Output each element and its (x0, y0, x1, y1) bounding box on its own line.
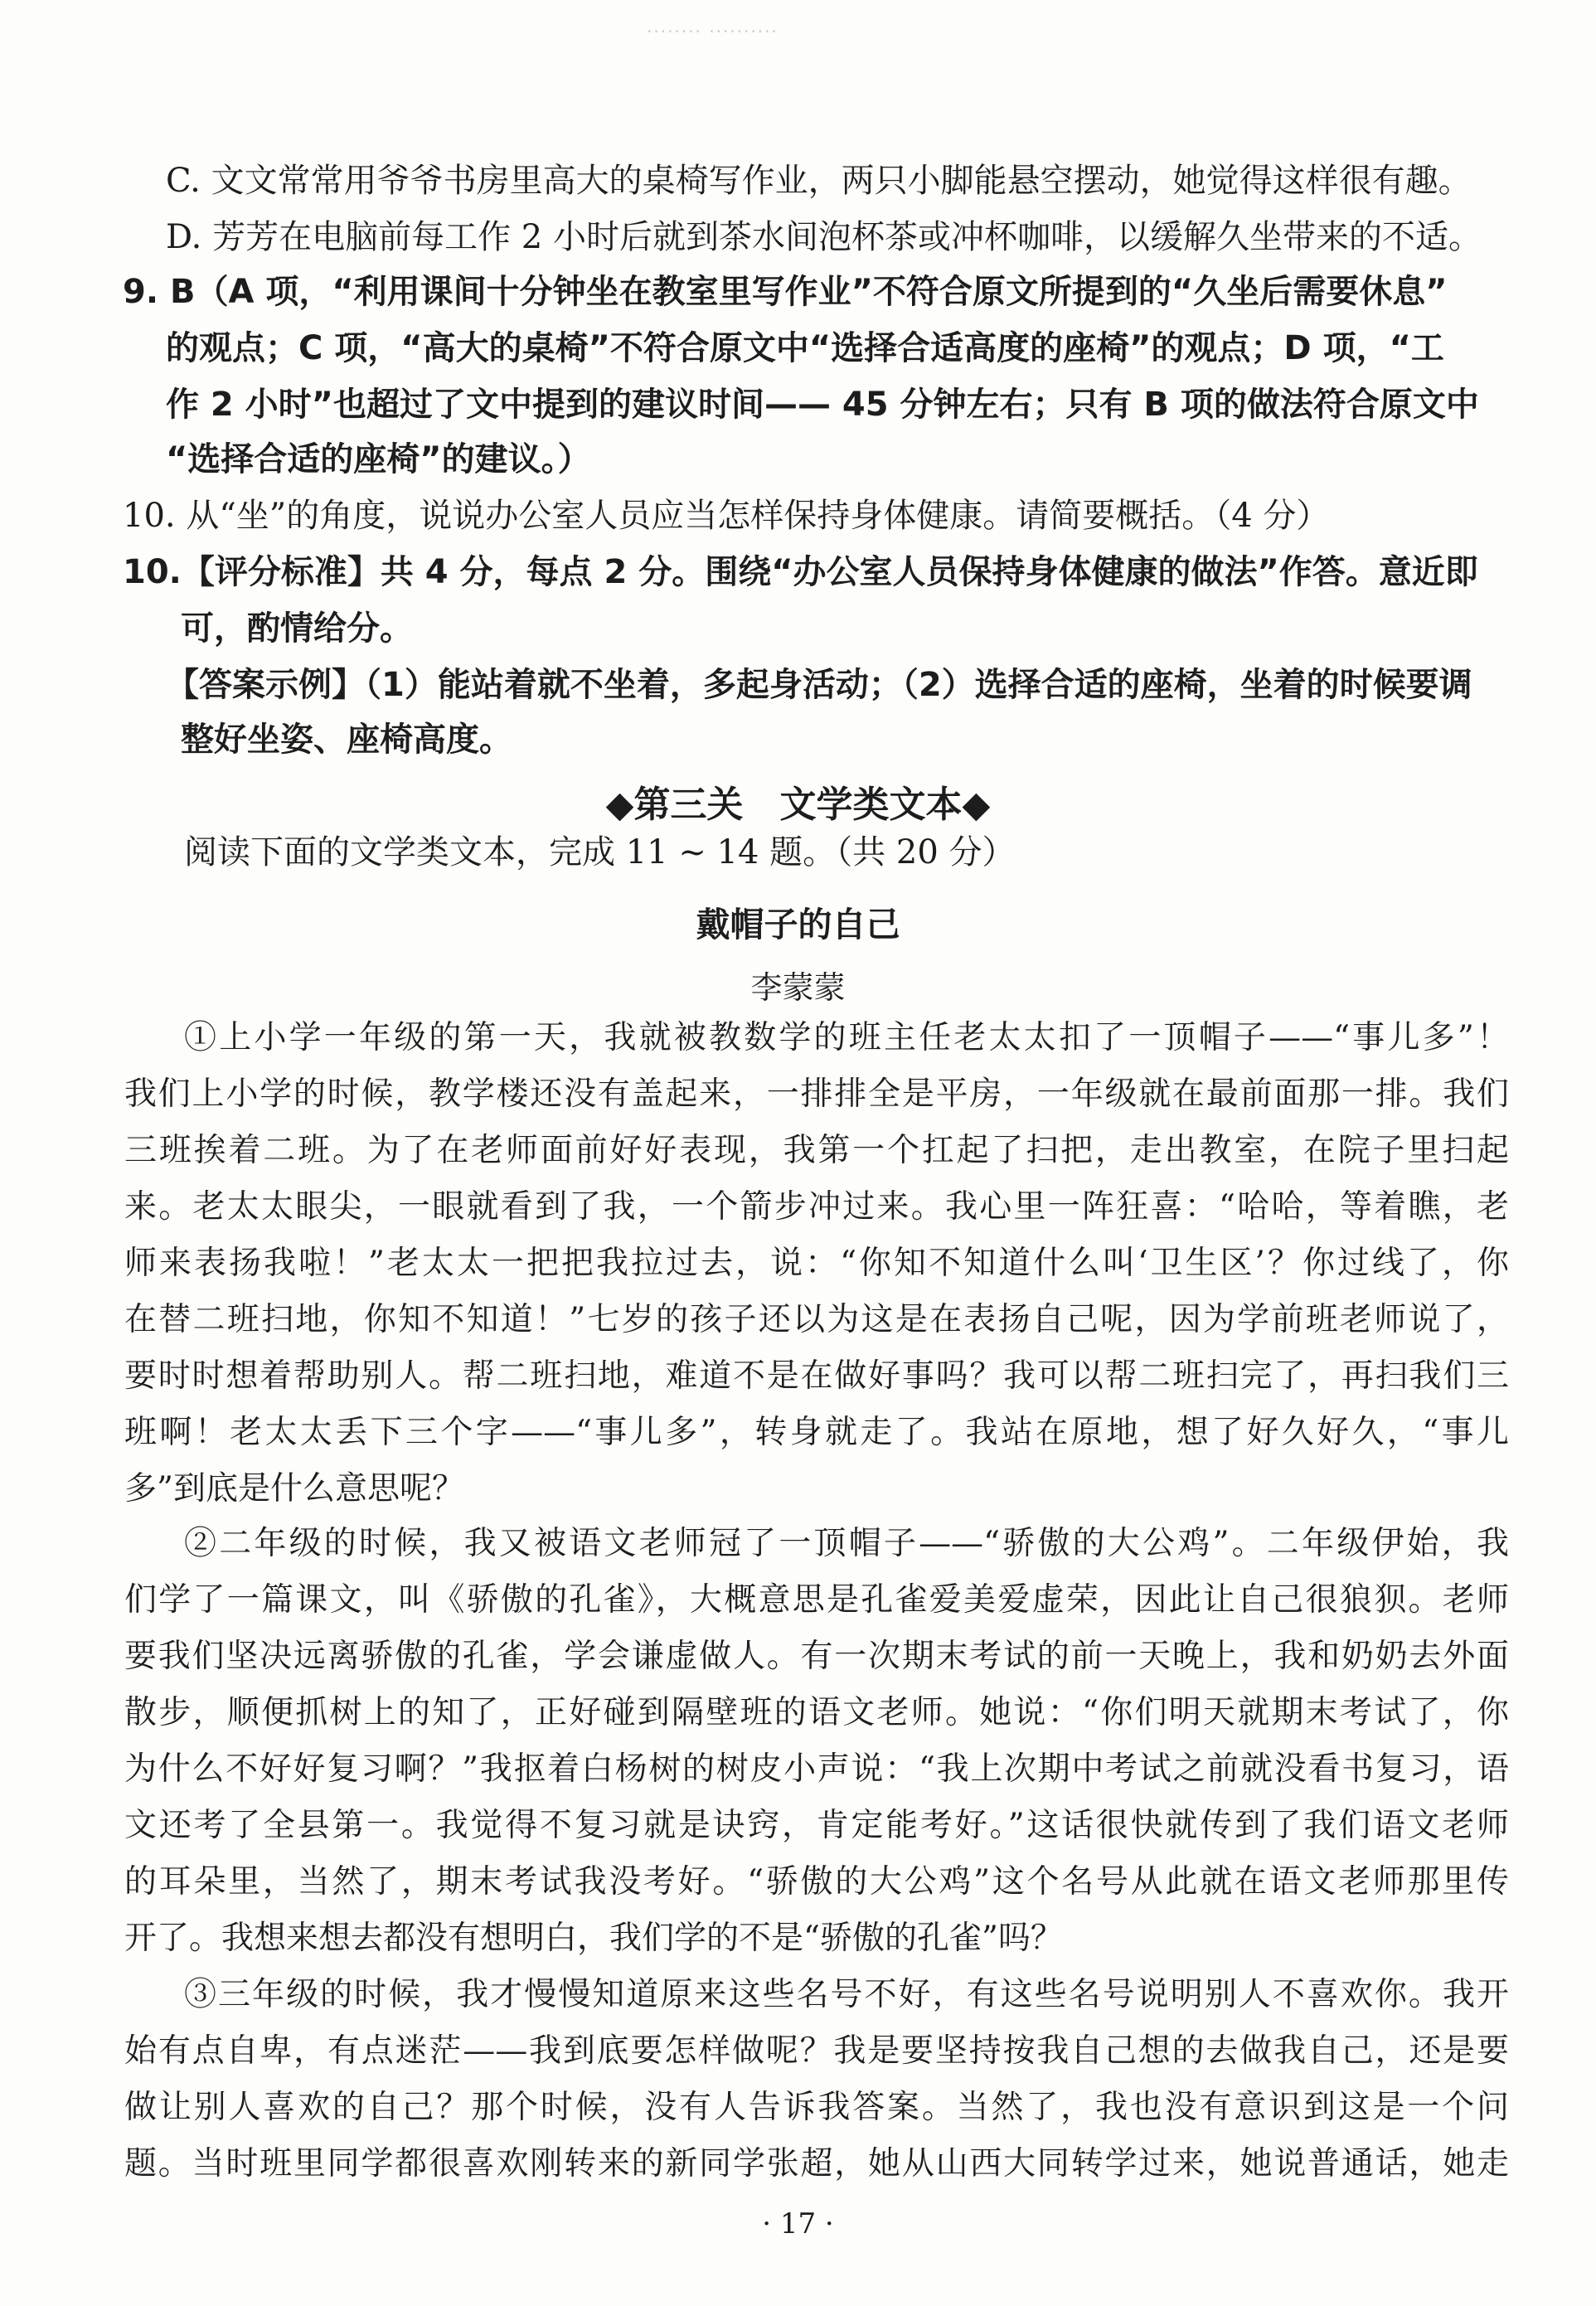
article-paragraph-1-line-7: 要时时想着帮助别人。帮二班扫地，难道不是在做好事吗？我可以帮二班扫完了，再扫我们三 (124, 1357, 1509, 1395)
section-title: ◆第三关 文学类文本◆ (605, 784, 991, 826)
article-paragraph-2-line-7: 的耳朵里，当然了，期末考试我没考好。“骄傲的大公鸡”这个名号从此就在语文老师那里传 (124, 1863, 1509, 1901)
article-paragraph-2-line-1: ②二年级的时候，我又被语文老师冠了一顶帽子——“骄傲的大公鸡”。二年级伊始，我 (184, 1525, 1509, 1562)
article-paragraph-3-line-3: 做让别人喜欢的自己？那个时候，没有人告诉我答案。当然了，我也没有意识到这是一个问 (124, 2089, 1509, 2126)
article-paragraph-2-line-8: 开了。我想来想去都没有想明白，我们学的不是“骄傲的孔雀”吗？ (124, 1920, 1063, 1957)
section-instruction: 阅读下面的文学类文本，完成 11 ~ 14 题。（共 20 分） (184, 833, 1016, 871)
article-paragraph-2-line-4: 散步，顺便抓树上的知了，正好碰到隔壁班的语文老师。她说：“你们明天就期末考试了，你 (124, 1694, 1509, 1731)
article-paragraph-3-line-4: 题。当时班里同学都很喜欢刚转来的新同学张超，她从山西大同转学过来，她说普通话，她走 (124, 2145, 1509, 2182)
article-paragraph-1-line-1: ①上小学一年级的第一天，我就被教数学的班主任老太太扣了一顶帽子——“事儿多”！ (184, 1019, 1509, 1056)
article-paragraph-1-line-6: 在替二班扫地，你知不知道！”七岁的孩子还以为这是在表扬自己呢，因为学前班老师说了， (124, 1301, 1509, 1338)
article-paragraph-1-line-2: 我们上小学的时候，教学楼还没有盖起来，一排排全是平房，一年级就在最前面那一排。我们 (124, 1075, 1509, 1113)
answer-10-line-1: 10.【评分标准】共 4 分，每点 2 分。围绕“办公室人员保持身体健康的做法”作答。意近即 (123, 553, 1478, 591)
article-paragraph-2-line-5: 为什么不好好复习啊？”我抠着白杨树的树皮小声说：“我上次期中考试之前就没看书复习，语 (124, 1750, 1509, 1788)
article-paragraph-2-line-3: 要我们坚决远离骄傲的孔雀，学会谦虚做人。有一次期末考试的前一天晚上，我和奶奶去外面 (124, 1638, 1509, 1675)
article-paragraph-1-line-9: 多”到底是什么意思呢？ (124, 1470, 464, 1507)
article-paragraph-1-line-3: 三班挨着二班。为了在老师面前好好表现，我第一个扛起了扫把，走出教室，在院子里扫起 (124, 1132, 1509, 1169)
article-paragraph-2-line-2: 们学了一篇课文，叫《骄傲的孔雀》，大概意思是孔雀爱美爱虚荣，因此让自己很狼狈。老师 (124, 1581, 1509, 1619)
answer-10-example-line-1: 【答案示例】（1）能站着就不坐着，多起身活动；（2）选择合适的座椅，坐着的时候要调 (166, 666, 1472, 704)
answer-9-line-1: 9. B（A 项，“利用课间十分钟坐在教室里写作业”不符合原文所提到的“久坐后需要休息” (123, 273, 1448, 311)
answer-9-line-2: 的观点；C 项，“高大的桌椅”不符合原文中“选择合适高度的座椅”的观点；D 项，“工 (166, 329, 1444, 367)
answer-9-line-3: 作 2 小时”也超过了文中提到的建议时间—— 45 分钟左右；只有 B 项的做法符合原文中 (166, 386, 1479, 424)
article-paragraph-1-line-8: 班啊！老太太丢下三个字——“事儿多”，转身就走了。我站在原地，想了好久好久，“事儿 (124, 1414, 1509, 1451)
article-paragraph-2-line-6: 文还考了全县第一。我觉得不复习就是诀窍，肯定能考好。”这话很快就传到了我们语文老师 (124, 1807, 1509, 1844)
article-title: 戴帽子的自己 (696, 905, 900, 944)
article-paragraph-1-line-4: 来。老太太眼尖，一眼就看到了我，一个箭步冲过来。我心里一阵狂喜：“哈哈，等着瞧，老 (124, 1188, 1509, 1226)
answer-10-line-2: 可，酌情给分。 (181, 609, 413, 648)
question-10: 10. 从“坐”的角度，说说办公室人员应当怎样保持身体健康。请简要概括。（4 分） (123, 497, 1330, 535)
article-paragraph-1-line-5: 师来表扬我啦！”老太太一把把我拉过去，说：“你知不知道什么叫‘卫生区’？你过线了，你 (124, 1245, 1509, 1282)
page-number: · 17 · (762, 2207, 834, 2240)
answer-10-example-line-2: 整好坐姿、座椅高度。 (181, 721, 512, 759)
article-paragraph-3-line-2: 始有点自卑，有点迷茫——我到底要怎样做呢？我是要坚持按我自己想的去做我自己，还是要 (124, 2032, 1509, 2070)
option-d: D. 芳芳在电脑前每工作 2 小时后就到茶水间泡杯茶或冲杯咖啡，以缓解久坐带来的不适。 (166, 218, 1482, 256)
option-c: C. 文文常常用爷爷书房里高大的桌椅写作业，两只小脚能悬空摆动，她觉得这样很有趣。 (166, 162, 1472, 200)
article-paragraph-3-line-1: ③三年级的时候，我才慢慢知道原来这些名号不好，有这些名号说明别人不喜欢你。我开 (184, 1976, 1509, 2013)
header-scan-artifact: ········ ·········· (647, 22, 779, 41)
answer-9-line-4: “选择合适的座椅”的建议。） (166, 440, 591, 478)
article-author: 李蒙蒙 (750, 969, 846, 1006)
